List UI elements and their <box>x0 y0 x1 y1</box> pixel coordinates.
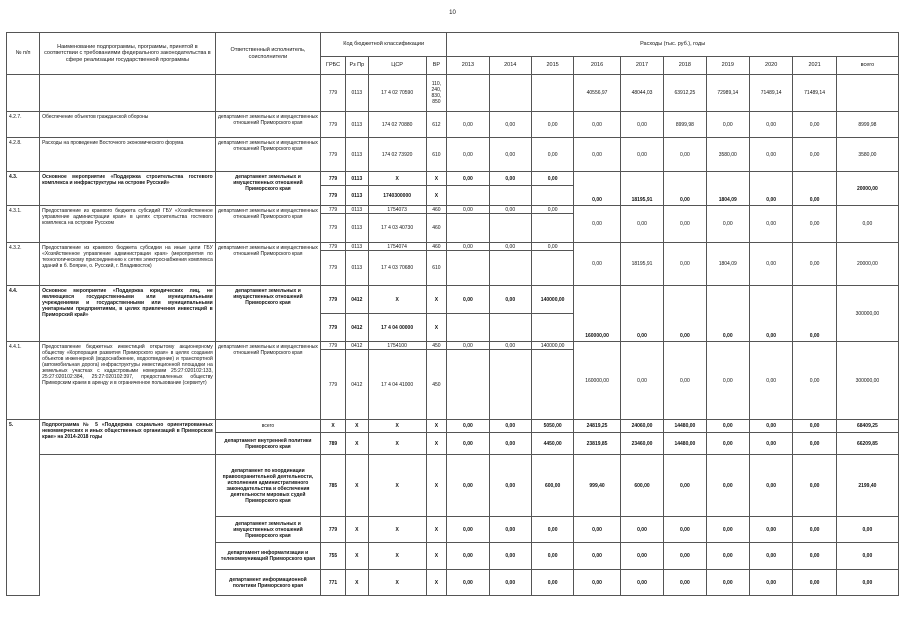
row-executor <box>215 75 320 112</box>
cell-value: 160000,00 <box>574 342 621 420</box>
cell-value: 40556,97 <box>574 75 621 112</box>
cell-grbs: 779 <box>321 214 346 243</box>
cell-rzpr: X <box>345 420 368 433</box>
cell-csr: 1754073 <box>368 206 426 214</box>
cell-value: 71489,14 <box>793 75 836 112</box>
cell-value: 0,00 <box>447 570 489 596</box>
cell-csr: 17 4 04 00000 <box>368 314 426 342</box>
row-num: 4.3.2. <box>7 243 40 286</box>
budget-table <box>6 32 899 596</box>
cell-value <box>447 251 489 286</box>
cell-value: 600,00 <box>531 455 573 517</box>
row-num: 4.2.7. <box>7 112 40 138</box>
row-num <box>7 75 40 112</box>
cell-value: 0,00 <box>664 138 706 172</box>
cell-grbs: 779 <box>321 243 346 251</box>
cell-value: 140000,00 <box>531 342 573 350</box>
row-executor: департамент информатизации и телекоммуникаций Приморского края <box>215 543 320 570</box>
row-name: Предоставление бюджетных инвестиций открытому акционерному обществу «Корпорация развития Приморского края» в целях создания объектов инженерной (водоснабжение, водоотведение) и транспортной (автомобильная дорога) инфраструктуры инвестиционной площадки на земельных участках с кадастровыми номерами 25:27:020102:133, 25:27:020102:384, 25:27:020102:397, предоставленных обществу Приморским краем в аренду и в ограниченное пользование (сервитут) <box>40 342 216 420</box>
cell-grbs: 779 <box>321 75 346 112</box>
cell-value: 23819,85 <box>574 433 621 455</box>
row-name: Предоставление из краевого бюджета субсидии на иные цели ГБУ «Хозяйственное управление администрации края» (мероприятия по технологическому присоединению к сетям электроснабжения комплекса зданий в б. Боярин, о. Русский, г. Владивосток) <box>40 243 216 286</box>
row-executor: департамент земельных и имущественных отношений Приморского края <box>215 342 320 420</box>
cell-csr: X <box>368 570 426 596</box>
cell-vr: 460 <box>426 243 447 251</box>
cell-value: 3580,00 <box>706 138 749 172</box>
cell-value: 0,00 <box>749 455 792 517</box>
cell-value: 0,00 <box>793 286 836 342</box>
cell-value: 160000,00 <box>574 286 621 342</box>
row-executor: департамент земельных и имущественных отношений Приморского края <box>215 517 320 543</box>
table-row <box>7 206 899 214</box>
cell-vr: 612 <box>426 112 447 138</box>
cell-csr: 174 02 73920 <box>368 138 426 172</box>
header-total: всего <box>836 57 898 75</box>
header-year: 2020 <box>749 57 792 75</box>
cell-csr: 1754074 <box>368 243 426 251</box>
cell-value: 0,00 <box>793 420 836 433</box>
cell-value: 0,00 <box>793 342 836 420</box>
row-num: 4.3.1. <box>7 206 40 243</box>
cell-value: 0,00 <box>620 138 663 172</box>
cell-grbs: 779 <box>321 286 346 314</box>
cell-value: 0,00 <box>447 517 489 543</box>
cell-rzpr: 0113 <box>345 251 368 286</box>
cell-value: 140000,00 <box>531 286 573 314</box>
cell-value: 0,00 <box>793 570 836 596</box>
cell-rzpr: 0113 <box>345 206 368 214</box>
cell-total: 8999,98 <box>836 112 898 138</box>
cell-value <box>531 251 573 286</box>
cell-value <box>489 350 531 420</box>
header-name: Наименование подпрограммы, программы, принятой в соответствии с требованиями федерального законодательства в сфере реализации государственной программы <box>40 33 216 75</box>
cell-value: 0,00 <box>793 543 836 570</box>
cell-value: 0,00 <box>749 570 792 596</box>
cell-grbs: X <box>321 420 346 433</box>
cell-grbs: 779 <box>321 112 346 138</box>
cell-total: 0,00 <box>836 206 898 243</box>
cell-value: 0,00 <box>447 433 489 455</box>
cell-vr: 450 <box>426 350 447 420</box>
cell-value: 0,00 <box>620 342 663 420</box>
cell-value: 0,00 <box>706 433 749 455</box>
cell-grbs: 779 <box>321 517 346 543</box>
cell-value: 0,00 <box>793 112 836 138</box>
cell-value: 0,00 <box>489 342 531 350</box>
row-name <box>40 75 216 112</box>
cell-value: 0,00 <box>531 138 573 172</box>
cell-value: 0,00 <box>664 342 706 420</box>
page-number: 10 <box>449 10 456 16</box>
header-num: № п/п <box>7 33 40 75</box>
cell-vr: X <box>426 314 447 342</box>
cell-value: 4450,00 <box>531 433 573 455</box>
cell-vr: X <box>426 420 447 433</box>
cell-csr: X <box>368 455 426 517</box>
cell-value: 0,00 <box>531 172 573 186</box>
cell-value: 0,00 <box>793 206 836 243</box>
cell-value: 0,00 <box>489 420 531 433</box>
cell-value <box>489 186 531 206</box>
cell-vr: X <box>426 455 447 517</box>
cell-total: 2199,40 <box>836 455 898 517</box>
cell-value: 0,00 <box>447 206 489 214</box>
table-row <box>7 172 899 186</box>
cell-csr: X <box>368 420 426 433</box>
cell-value: 0,00 <box>620 570 663 596</box>
cell-rzpr: X <box>345 517 368 543</box>
header-year: 2021 <box>793 57 836 75</box>
cell-value: 0,00 <box>531 206 573 214</box>
row-executor: департамент по координации правоохранительной деятельности, исполнения административного законодательства и обеспечения деятельности мировых судей Приморского края <box>215 455 320 517</box>
cell-vr: 610 <box>426 251 447 286</box>
row-executor: всего <box>215 420 320 433</box>
cell-value: 0,00 <box>447 172 489 186</box>
cell-value: 0,00 <box>706 455 749 517</box>
cell-value: 48044,03 <box>620 75 663 112</box>
cell-value: 0,00 <box>531 243 573 251</box>
cell-value: 0,00 <box>664 570 706 596</box>
row-executor: департамент земельных и имущественных отношений Приморского края <box>215 243 320 286</box>
row-num: 4.4. <box>7 286 40 342</box>
cell-value: 14480,00 <box>664 433 706 455</box>
cell-vr: X <box>426 570 447 596</box>
cell-value: 0,00 <box>664 206 706 243</box>
cell-vr: X <box>426 172 447 186</box>
cell-value: 0,00 <box>574 138 621 172</box>
cell-csr: X <box>368 543 426 570</box>
cell-csr: X <box>368 517 426 543</box>
cell-value <box>447 214 489 243</box>
header-csr: ЦСР <box>368 57 426 75</box>
cell-value: 0,00 <box>574 570 621 596</box>
cell-grbs: 779 <box>321 350 346 420</box>
table-row <box>7 243 899 251</box>
cell-value: 0,00 <box>706 342 749 420</box>
cell-value: 5050,00 <box>531 420 573 433</box>
cell-value: 0,00 <box>664 455 706 517</box>
cell-value: 0,00 <box>664 243 706 286</box>
cell-value: 0,00 <box>793 172 836 206</box>
cell-value: 1804,09 <box>706 172 749 206</box>
cell-rzpr: X <box>345 543 368 570</box>
cell-value: 0,00 <box>447 342 489 350</box>
cell-value: 0,00 <box>489 172 531 186</box>
row-name: Расходы на проведение Восточного экономического форума <box>40 138 216 172</box>
cell-value: 0,00 <box>574 206 621 243</box>
cell-rzpr: 0113 <box>345 172 368 186</box>
cell-total: 68409,25 <box>836 420 898 433</box>
cell-value: 0,00 <box>620 112 663 138</box>
cell-csr: 17 4 02 70590 <box>368 75 426 112</box>
cell-vr: X <box>426 543 447 570</box>
cell-rzpr: 0412 <box>345 350 368 420</box>
row-executor: департамент земельных и имущественных отношений Приморского края <box>215 172 320 206</box>
cell-value: 0,00 <box>489 455 531 517</box>
cell-value: 0,00 <box>706 543 749 570</box>
cell-value: 0,00 <box>489 243 531 251</box>
cell-csr: 17 4 04 41000 <box>368 350 426 420</box>
cell-value <box>531 350 573 420</box>
cell-total: 0,00 <box>836 517 898 543</box>
cell-value <box>447 75 489 112</box>
cell-value: 0,00 <box>749 112 792 138</box>
header-year: 2017 <box>620 57 663 75</box>
row-num: 4.4.1. <box>7 342 40 420</box>
cell-grbs: 779 <box>321 342 346 350</box>
cell-value: 0,00 <box>793 138 836 172</box>
table-row <box>7 286 899 314</box>
cell-vr: X <box>426 286 447 314</box>
cell-value: 0,00 <box>447 112 489 138</box>
cell-total: 0,00 <box>836 543 898 570</box>
cell-value <box>531 75 573 112</box>
cell-value: 18195,91 <box>620 172 663 206</box>
cell-value: 0,00 <box>793 517 836 543</box>
cell-csr: 174 02 70880 <box>368 112 426 138</box>
table-row <box>7 455 899 517</box>
cell-value: 999,40 <box>574 455 621 517</box>
cell-rzpr: 0113 <box>345 112 368 138</box>
table-row <box>7 420 899 433</box>
cell-value: 63912,25 <box>664 75 706 112</box>
row-name <box>40 455 216 596</box>
cell-rzpr: 0412 <box>345 342 368 350</box>
cell-value: 0,00 <box>749 206 792 243</box>
cell-total: 0,00 <box>836 570 898 596</box>
cell-value: 72989,14 <box>706 75 749 112</box>
cell-value: 0,00 <box>706 570 749 596</box>
cell-value: 0,00 <box>489 112 531 138</box>
cell-vr: 460 <box>426 206 447 214</box>
cell-value: 71489,14 <box>749 75 792 112</box>
cell-grbs: 789 <box>321 433 346 455</box>
row-executor: департамент земельных и имущественных отношений Приморского края <box>215 112 320 138</box>
cell-grbs: 779 <box>321 186 346 206</box>
cell-csr: 1740300000 <box>368 186 426 206</box>
cell-value: 0,00 <box>447 455 489 517</box>
cell-grbs: 779 <box>321 251 346 286</box>
cell-value: 0,00 <box>531 543 573 570</box>
cell-value <box>489 314 531 342</box>
cell-total: 66209,85 <box>836 433 898 455</box>
cell-vr: X <box>426 186 447 206</box>
row-name: Подпрограмма № 5 «Поддержка социально ориентированных некоммерческих и иных общественных организаций в Приморском крае» на 2014-2018 годы <box>40 420 216 455</box>
row-executor: департамент земельных и имущественных отношений Приморского края <box>215 138 320 172</box>
cell-total: 300000,00 <box>836 286 898 342</box>
cell-vr: X <box>426 517 447 543</box>
table-row <box>7 112 899 138</box>
cell-rzpr: 0412 <box>345 286 368 314</box>
cell-rzpr: 0113 <box>345 138 368 172</box>
cell-value: 0,00 <box>793 433 836 455</box>
cell-value: 0,00 <box>574 243 621 286</box>
cell-value <box>489 75 531 112</box>
cell-value: 0,00 <box>574 172 621 206</box>
cell-value: 0,00 <box>620 517 663 543</box>
cell-value <box>447 314 489 342</box>
cell-vr: 110, 240, 830, 850 <box>426 75 447 112</box>
header-expenses: Расходы (тыс. руб.), годы <box>447 33 899 57</box>
cell-value: 24819,25 <box>574 420 621 433</box>
cell-value: 0,00 <box>447 420 489 433</box>
cell-value <box>447 186 489 206</box>
cell-value: 0,00 <box>749 433 792 455</box>
cell-grbs: 785 <box>321 455 346 517</box>
header-year: 2015 <box>531 57 573 75</box>
cell-grbs: 779 <box>321 314 346 342</box>
cell-grbs: 779 <box>321 138 346 172</box>
cell-value <box>531 214 573 243</box>
cell-value: 0,00 <box>620 286 663 342</box>
cell-value <box>489 251 531 286</box>
cell-rzpr: 0113 <box>345 186 368 206</box>
cell-value: 0,00 <box>664 517 706 543</box>
cell-value: 0,00 <box>706 286 749 342</box>
cell-value: 0,00 <box>793 455 836 517</box>
cell-value: 0,00 <box>793 243 836 286</box>
header-vr: ВР <box>426 57 447 75</box>
cell-vr: 610 <box>426 138 447 172</box>
cell-csr: 1754100 <box>368 342 426 350</box>
cell-value: 0,00 <box>447 286 489 314</box>
cell-value <box>531 186 573 206</box>
cell-value: 0,00 <box>706 420 749 433</box>
cell-value: 0,00 <box>749 543 792 570</box>
cell-csr: X <box>368 172 426 186</box>
row-executor: департамент земельных и имущественных отношений Приморского края <box>215 206 320 243</box>
cell-value: 0,00 <box>749 517 792 543</box>
cell-vr: 450 <box>426 342 447 350</box>
cell-value: 0,00 <box>574 112 621 138</box>
cell-value: 23460,00 <box>620 433 663 455</box>
cell-grbs: 779 <box>321 172 346 186</box>
cell-value: 0,00 <box>749 138 792 172</box>
cell-value: 0,00 <box>489 206 531 214</box>
cell-value: 0,00 <box>749 243 792 286</box>
header-kbk: Код бюджетной классификации <box>321 33 447 57</box>
cell-value: 0,00 <box>749 420 792 433</box>
cell-value: 0,00 <box>447 543 489 570</box>
header-rzpr: Рз Пр <box>345 57 368 75</box>
cell-value: 0,00 <box>489 570 531 596</box>
cell-value: 8999,98 <box>664 112 706 138</box>
table-row <box>7 138 899 172</box>
cell-csr: 17 4 03 40730 <box>368 214 426 243</box>
cell-value: 1804,09 <box>706 243 749 286</box>
cell-rzpr: X <box>345 455 368 517</box>
cell-csr: X <box>368 433 426 455</box>
header-year: 2013 <box>447 57 489 75</box>
cell-total: 300000,00 <box>836 342 898 420</box>
cell-value: 0,00 <box>706 206 749 243</box>
header-year: 2019 <box>706 57 749 75</box>
cell-value: 0,00 <box>664 286 706 342</box>
table-row <box>7 342 899 350</box>
cell-value <box>531 314 573 342</box>
cell-value: 0,00 <box>489 138 531 172</box>
header-year: 2018 <box>664 57 706 75</box>
cell-value: 0,00 <box>664 543 706 570</box>
row-name: Основное мероприятие «Поддержка юридических лиц, не являющихся государственными или муниципальными учреждениями и государственными или муниципальными унитарными предприятиями, в целях привлечения инвестиций в Приморский край» <box>40 286 216 342</box>
cell-value <box>489 214 531 243</box>
table-row <box>7 75 899 112</box>
cell-value: 14480,00 <box>664 420 706 433</box>
cell-value: 0,00 <box>664 172 706 206</box>
cell-csr: X <box>368 286 426 314</box>
cell-value: 0,00 <box>706 517 749 543</box>
row-executor: департамент земельных и имущественных отношений Приморского края <box>215 286 320 342</box>
cell-value: 0,00 <box>749 172 792 206</box>
header-grbs: ГРБС <box>321 57 346 75</box>
header-year: 2016 <box>574 57 621 75</box>
cell-value: 0,00 <box>531 570 573 596</box>
row-num: 4.3. <box>7 172 40 206</box>
cell-rzpr: X <box>345 433 368 455</box>
cell-vr: 460 <box>426 214 447 243</box>
cell-value: 0,00 <box>620 543 663 570</box>
cell-value: 0,00 <box>447 138 489 172</box>
header-year: 2014 <box>489 57 531 75</box>
cell-rzpr: 0113 <box>345 214 368 243</box>
cell-rzpr: 0412 <box>345 314 368 342</box>
cell-value: 0,00 <box>489 517 531 543</box>
cell-grbs: 755 <box>321 543 346 570</box>
cell-value: 0,00 <box>489 543 531 570</box>
cell-value: 0,00 <box>447 243 489 251</box>
cell-total: 20000,00 <box>836 172 898 206</box>
cell-total: 20000,00 <box>836 243 898 286</box>
cell-csr: 17 4 03 70680 <box>368 251 426 286</box>
cell-vr: X <box>426 433 447 455</box>
header-executor: Ответственный исполнитель, соисполнители <box>215 33 320 75</box>
cell-value: 0,00 <box>620 206 663 243</box>
row-name: Предоставление из краевого бюджета субсидий ГБУ «Хозяйственное управление администрации края» в целях строительства гостевого комплекса на острове Русском <box>40 206 216 243</box>
cell-value <box>447 350 489 420</box>
cell-value: 0,00 <box>531 517 573 543</box>
cell-value: 0,00 <box>531 112 573 138</box>
row-name: Обеспечение объектов гражданской обороны <box>40 112 216 138</box>
cell-grbs: 771 <box>321 570 346 596</box>
cell-value: 600,00 <box>620 455 663 517</box>
row-num: 5. <box>7 420 40 596</box>
cell-value: 0,00 <box>489 286 531 314</box>
row-num: 4.2.8. <box>7 138 40 172</box>
cell-rzpr: 0113 <box>345 243 368 251</box>
row-name: Основное мероприятие «Поддержка строительства гостевого комплекса и инфраструктуры на острове Русский» <box>40 172 216 206</box>
cell-value: 0,00 <box>574 543 621 570</box>
cell-value: 0,00 <box>489 433 531 455</box>
cell-value: 0,00 <box>749 286 792 342</box>
cell-value: 24060,00 <box>620 420 663 433</box>
cell-grbs: 779 <box>321 206 346 214</box>
cell-rzpr: X <box>345 570 368 596</box>
cell-value: 0,00 <box>706 112 749 138</box>
cell-total: 3580,00 <box>836 138 898 172</box>
cell-rzpr: 0113 <box>345 75 368 112</box>
row-executor: департамент информационной политики Приморского края <box>215 570 320 596</box>
cell-value: 18195,91 <box>620 243 663 286</box>
cell-total <box>836 75 898 112</box>
row-executor: департамент внутренней политики Приморского края <box>215 433 320 455</box>
cell-value: 0,00 <box>749 342 792 420</box>
cell-value: 0,00 <box>574 517 621 543</box>
